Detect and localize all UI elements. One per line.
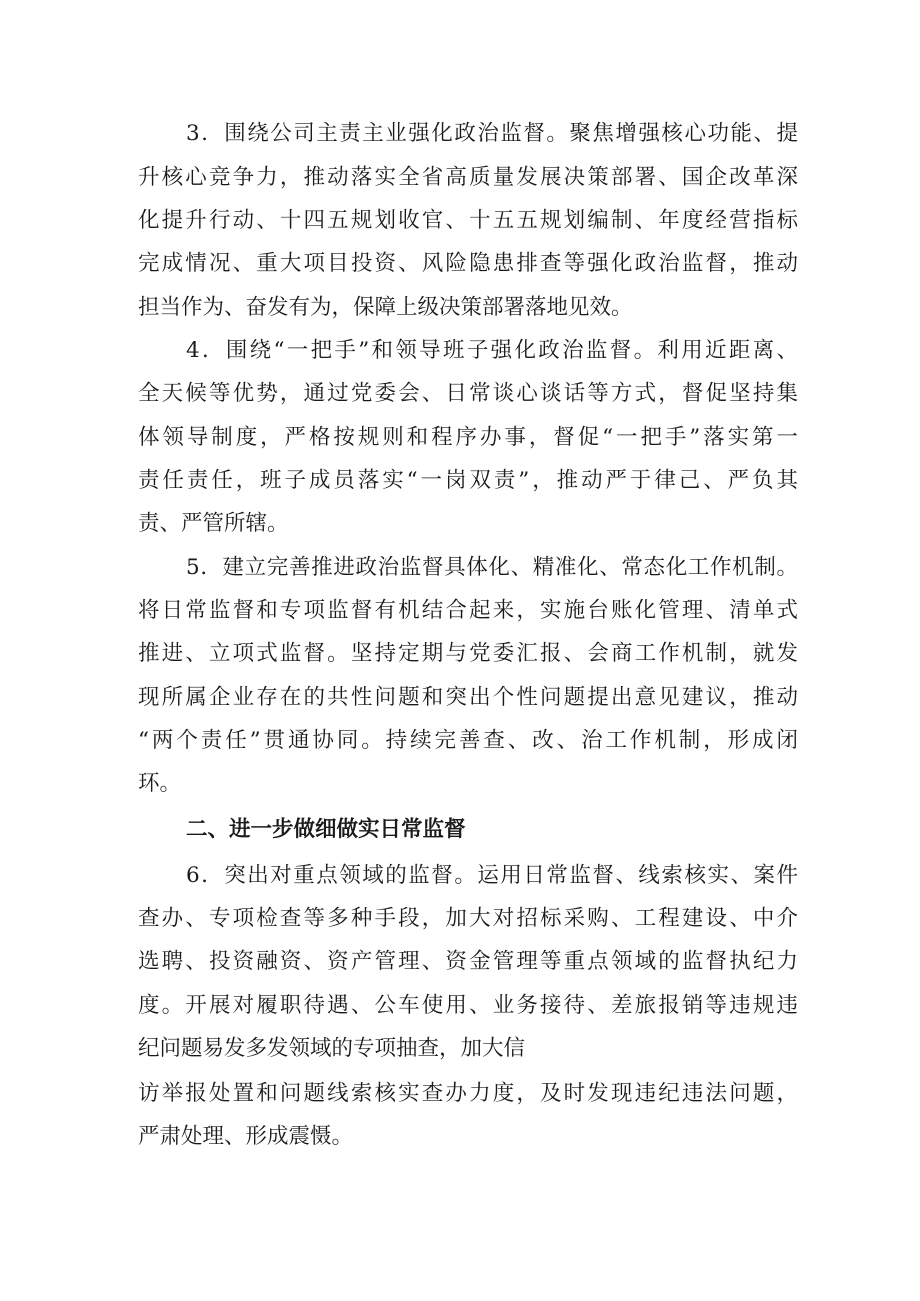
section-heading: 二、进一步做细做实日常监督 — [186, 817, 466, 842]
paragraph-5-line-6: 环。 — [138, 771, 182, 796]
paragraph-3-line-2: 升核心竞争力，推动落实全省高质量发展决策部署、国企改革深 — [138, 165, 798, 190]
paragraph-6-line-3: 选聘、投资融资、资产管理、资金管理等重点领域的监督执纪力 — [138, 949, 798, 974]
paragraph-5-line-2: 将日常监督和专项监督有机结合起来，实施台账化管理、清单式 — [138, 598, 798, 623]
paragraph-3-line-3: 化提升行动、十四五规划收官、十五五规划编制、年度经营指标 — [138, 208, 798, 233]
paragraph-5-line-1: 5．建立完善推进政治监督具体化、精准化、常态化工作机制。 — [186, 555, 798, 580]
paragraph-6-line-5: 纪问题易发多发领域的专项抽查，加大信 — [138, 1036, 526, 1061]
paragraph-6-line-2: 查办、专项检查等多种手段，加大对招标采购、工程建设、中介 — [138, 906, 798, 931]
paragraph-6-line-1: 6．突出对重点领域的监督。运用日常监督、线索核实、案件 — [186, 863, 798, 888]
paragraph-4-line-4: 责任责任，班子成员落实“一岗双责”，推动严于律己、严负其 — [138, 468, 798, 493]
paragraph-4-line-5: 责、严管所辖。 — [138, 511, 289, 536]
paragraph-6-line-6: 访举报处置和问题线索核实查办力度，及时发现违纪违法问题， — [138, 1081, 798, 1106]
paragraph-5-line-3: 推进、立项式监督。坚持定期与党委汇报、会商工作机制，就发 — [138, 641, 798, 666]
paragraph-4-line-3: 体领导制度，严格按规则和程序办事，督促“一把手”落实第一 — [138, 425, 798, 450]
paragraph-3-line-5: 担当作为、奋发有为，保障上级决策部署落地见效。 — [138, 295, 633, 320]
paragraph-4-line-2: 全天候等优势，通过党委会、日常谈心谈话等方式，督促坚持集 — [138, 381, 798, 406]
paragraph-5-line-4: 现所属企业存在的共性问题和突出个性问题提出意见建议，推动 — [138, 685, 798, 710]
paragraph-3-line-1: 3．围绕公司主责主业强化政治监督。聚焦增强核心功能、提 — [186, 121, 798, 146]
paragraph-6-line-7: 严肃处理、形成震慑。 — [138, 1124, 354, 1149]
paragraph-5-line-5: “两个责任”贯通协同。持续完善查、改、治工作机制，形成闭 — [138, 728, 798, 753]
paragraph-6-line-4: 度。开展对履职待遇、公车使用、业务接待、差旅报销等违规违 — [138, 993, 798, 1018]
paragraph-3-line-4: 完成情况、重大项目投资、风险隐患排查等强化政治监督，推动 — [138, 251, 798, 276]
paragraph-4-line-1: 4．围绕“一把手”和领导班子强化政治监督。利用近距离、 — [186, 338, 798, 363]
